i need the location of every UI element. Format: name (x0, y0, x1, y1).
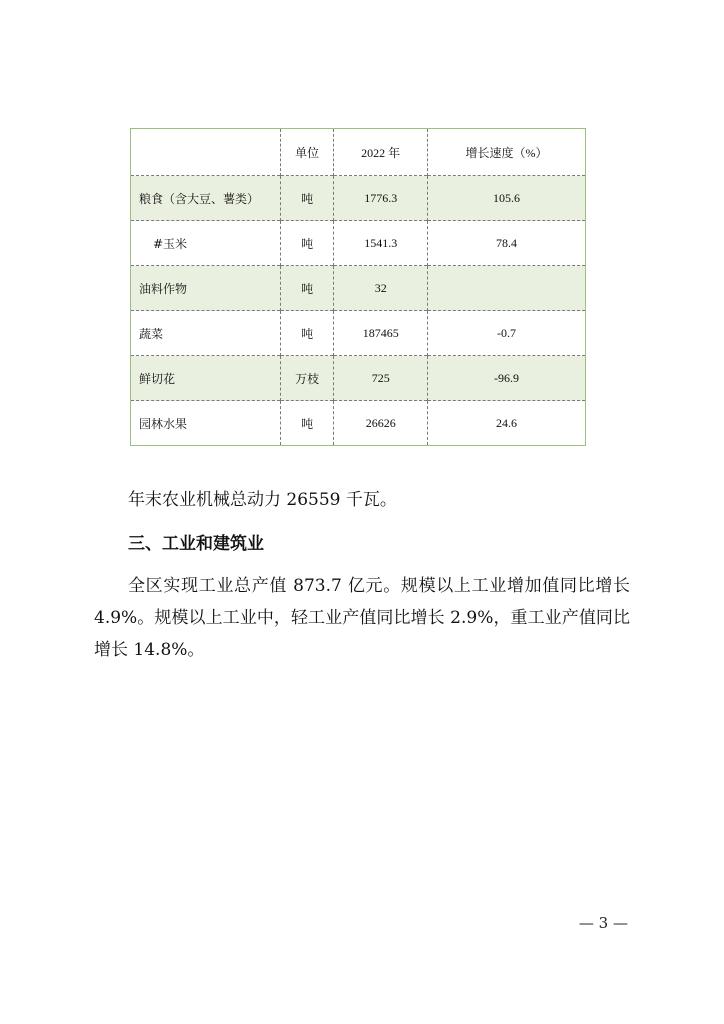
machinery-paragraph: 年末农业机械总动力 26559 千瓦。 (128, 490, 397, 510)
row-unit: 吨 (280, 311, 334, 356)
row-name: #玉米 (131, 221, 281, 266)
row-value-2022: 32 (334, 266, 427, 311)
header-cell-item (131, 129, 281, 176)
row-growth: 24.6 (427, 401, 585, 446)
industry-paragraph: 全区实现工业总产值 873.7 亿元。规模以上工业增加值同比增长 4.9%。规模以上工业中，轻工业产值同比增长 2.9%，重工业产值同比增长 14.8%。 (94, 576, 630, 660)
row-unit: 吨 (280, 401, 334, 446)
row-growth (427, 266, 585, 311)
table-header-row (131, 129, 586, 176)
header-cell-2022: 2022 年 (334, 129, 427, 176)
row-name: 油料作物 (131, 266, 281, 311)
section-heading: 三、工业和建筑业 (128, 534, 264, 554)
agriculture-output-table (130, 128, 586, 446)
row-name: 粮食（含大豆、薯类） (131, 176, 281, 221)
row-value-2022: 725 (334, 356, 427, 401)
row-value-2022: 1541.3 (334, 221, 427, 266)
table-row (131, 356, 586, 401)
header-cell-growth: 增长速度（%） (427, 129, 585, 176)
table-row (131, 266, 586, 311)
row-unit: 万枝 (280, 356, 334, 401)
row-name: 园林水果 (131, 401, 281, 446)
row-growth: 78.4 (427, 221, 585, 266)
row-growth: -96.9 (427, 356, 585, 401)
page-number: — 3 — (578, 914, 628, 932)
table-row (131, 221, 586, 266)
header-cell-unit: 单位 (280, 129, 334, 176)
row-name: 鲜切花 (131, 356, 281, 401)
row-growth: 105.6 (427, 176, 585, 221)
row-value-2022: 1776.3 (334, 176, 427, 221)
table-row (131, 311, 586, 356)
row-value-2022: 26626 (334, 401, 427, 446)
row-unit: 吨 (280, 176, 334, 221)
row-growth: -0.7 (427, 311, 585, 356)
table-row (131, 176, 586, 221)
table-row (131, 401, 586, 446)
row-unit: 吨 (280, 221, 334, 266)
row-value-2022: 187465 (334, 311, 427, 356)
row-unit: 吨 (280, 266, 334, 311)
row-name: 蔬菜 (131, 311, 281, 356)
